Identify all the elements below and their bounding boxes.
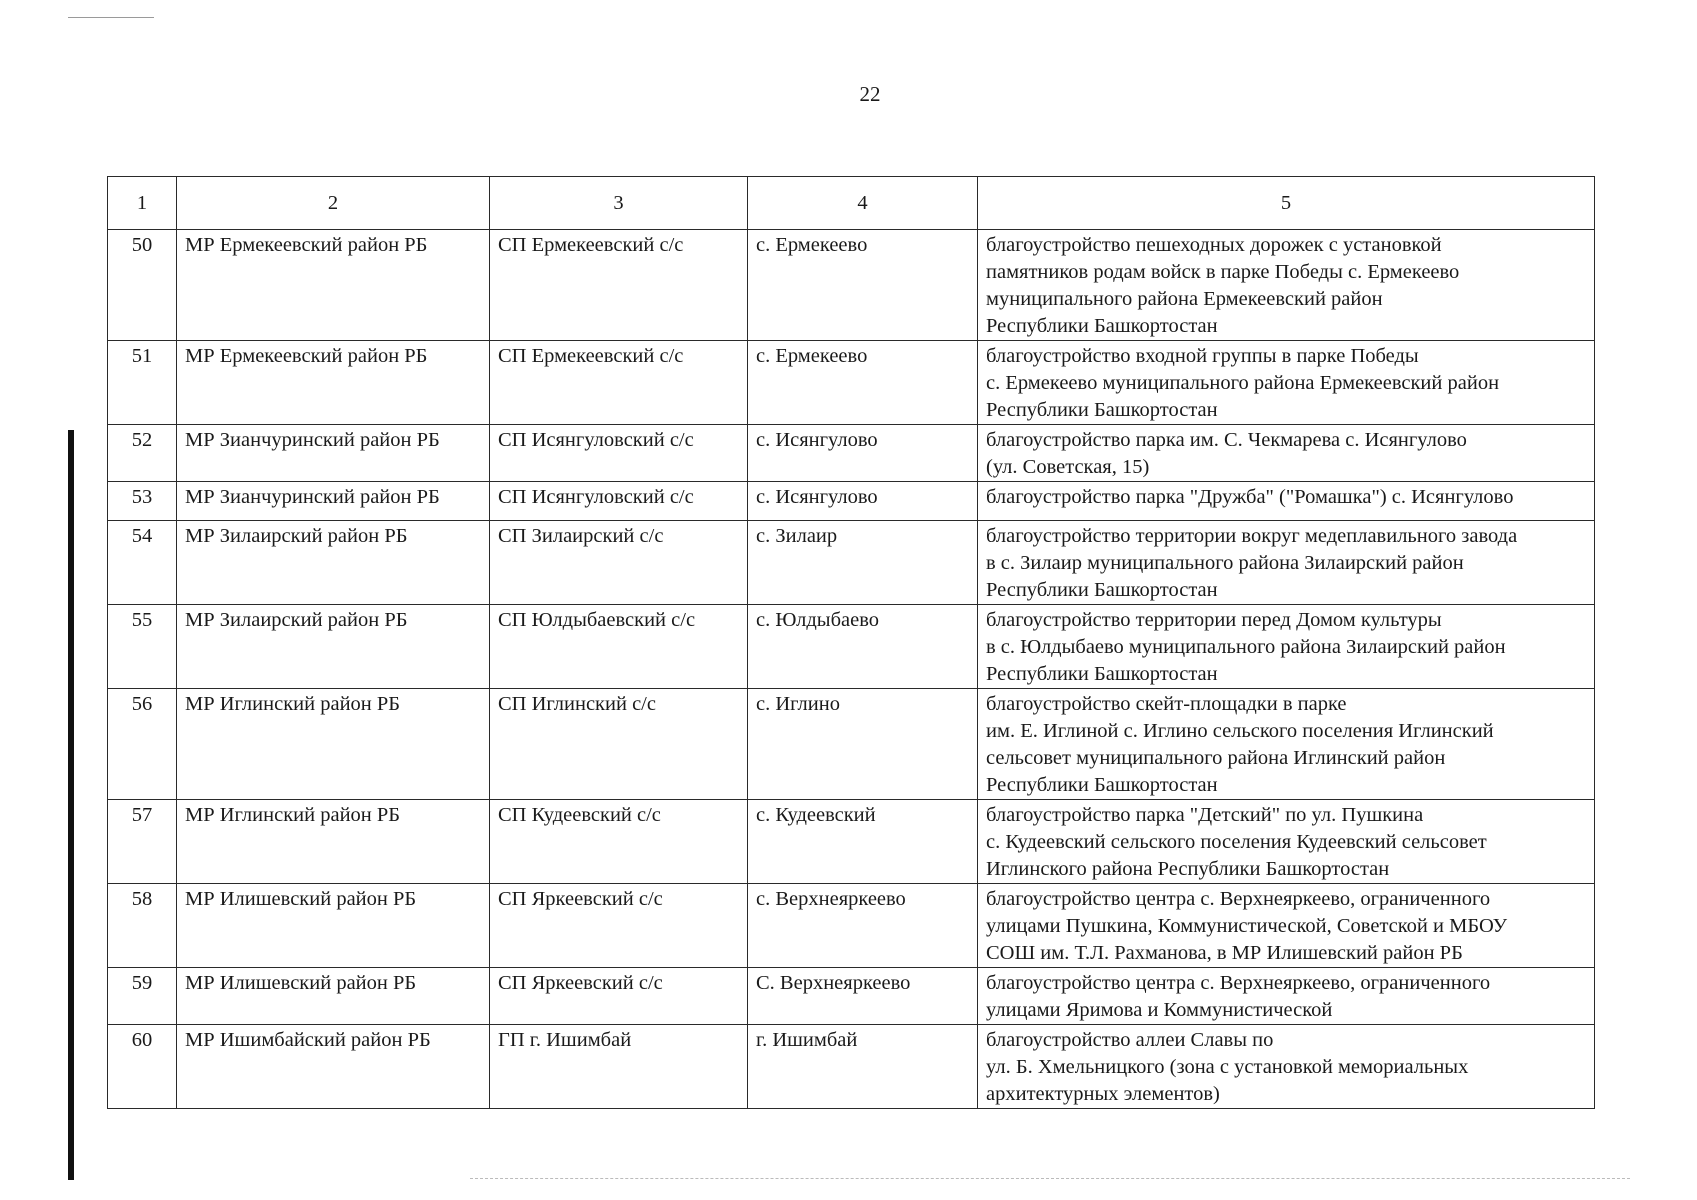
- cell-row-number: 60: [108, 1025, 177, 1109]
- cell-settlement: СП Кудеевский с/с: [490, 800, 748, 884]
- cell-locality: с. Зилаир: [748, 521, 978, 605]
- scan-mark-bottom: [470, 1178, 1630, 1179]
- cell-district: МР Иглинский район РБ: [177, 689, 490, 800]
- cell-description: благоустройство пешеходных дорожек с установкой памятников родам войск в парке Победы с. Ермекеево муниципального района Ермекеевский район Республики Башкортостан: [978, 230, 1595, 341]
- cell-row-number: 57: [108, 800, 177, 884]
- cell-locality: с. Исянгулово: [748, 425, 978, 482]
- cell-district: МР Илишевский район РБ: [177, 968, 490, 1025]
- cell-settlement: ГП г. Ишимбай: [490, 1025, 748, 1109]
- header-col-3: 3: [490, 177, 748, 230]
- cell-description: благоустройство входной группы в парке Победы с. Ермекеево муниципального района Ермекеевский район Республики Башкортостан: [978, 341, 1595, 425]
- cell-district: МР Илишевский район РБ: [177, 884, 490, 968]
- header-col-1: 1: [108, 177, 177, 230]
- cell-settlement: СП Ермекеевский с/с: [490, 341, 748, 425]
- cell-locality: с. Ермекеево: [748, 341, 978, 425]
- table-row: [108, 689, 1595, 800]
- cell-locality: С. Верхнеяркеево: [748, 968, 978, 1025]
- cell-row-number: 56: [108, 689, 177, 800]
- cell-row-number: 53: [108, 482, 177, 521]
- table-row: [108, 521, 1595, 605]
- header-col-4: 4: [748, 177, 978, 230]
- cell-row-number: 54: [108, 521, 177, 605]
- cell-district: МР Зилаирский район РБ: [177, 605, 490, 689]
- cell-locality: с. Кудеевский: [748, 800, 978, 884]
- header-col-5: 5: [978, 177, 1595, 230]
- cell-row-number: 58: [108, 884, 177, 968]
- header-col-2: 2: [177, 177, 490, 230]
- cell-settlement: СП Исянгуловский с/с: [490, 425, 748, 482]
- cell-row-number: 50: [108, 230, 177, 341]
- cell-description: благоустройство парка "Дружба" ("Ромашка") с. Исянгулово: [978, 482, 1595, 521]
- cell-settlement: СП Яркеевский с/с: [490, 968, 748, 1025]
- table-row: [108, 425, 1595, 482]
- cell-settlement: СП Юлдыбаевский с/с: [490, 605, 748, 689]
- cell-row-number: 52: [108, 425, 177, 482]
- header-row: [108, 177, 1595, 230]
- cell-settlement: СП Яркеевский с/с: [490, 884, 748, 968]
- table-row: [108, 230, 1595, 341]
- cell-description: благоустройство парка им. С. Чекмарева с. Исянгулово (ул. Советская, 15): [978, 425, 1595, 482]
- cell-row-number: 51: [108, 341, 177, 425]
- cell-description: благоустройство центра с. Верхнеяркеево, ограниченного улицами Пушкина, Коммунистической, Советской и МБОУ СОШ им. Т.Л. Рахманова, в МР Илишевский район РБ: [978, 884, 1595, 968]
- cell-settlement: СП Иглинский с/с: [490, 689, 748, 800]
- cell-description: благоустройство парка "Детский" по ул. Пушкина с. Кудеевский сельского поселения Кудеевский сельсовет Иглинского района Республики Башкортостан: [978, 800, 1595, 884]
- cell-locality: с. Ермекеево: [748, 230, 978, 341]
- table-row: [108, 800, 1595, 884]
- cell-district: МР Зианчуринский район РБ: [177, 482, 490, 521]
- cell-settlement: СП Исянгуловский с/с: [490, 482, 748, 521]
- cell-row-number: 59: [108, 968, 177, 1025]
- cell-district: МР Зианчуринский район РБ: [177, 425, 490, 482]
- table-row: [108, 482, 1595, 521]
- cell-district: МР Иглинский район РБ: [177, 800, 490, 884]
- cell-district: МР Зилаирский район РБ: [177, 521, 490, 605]
- improvement-projects-table: [107, 176, 1595, 1109]
- table-row: [108, 341, 1595, 425]
- cell-locality: г. Ишимбай: [748, 1025, 978, 1109]
- table-header: [108, 177, 1595, 230]
- table-row: [108, 884, 1595, 968]
- cell-locality: с. Верхнеяркеево: [748, 884, 978, 968]
- scan-binding-edge: [68, 430, 74, 1180]
- cell-district: МР Ермекеевский район РБ: [177, 230, 490, 341]
- table-body: [108, 230, 1595, 1109]
- page-number: 22: [859, 82, 881, 106]
- cell-row-number: 55: [108, 605, 177, 689]
- cell-settlement: СП Ермекеевский с/с: [490, 230, 748, 341]
- cell-locality: с. Иглино: [748, 689, 978, 800]
- cell-locality: с. Юлдыбаево: [748, 605, 978, 689]
- cell-locality: с. Исянгулово: [748, 482, 978, 521]
- cell-description: благоустройство скейт-площадки в парке им. Е. Иглиной с. Иглино сельского поселения Иглинский сельсовет муниципального района Иглинский район Республики Башкортостан: [978, 689, 1595, 800]
- cell-description: благоустройство аллеи Славы по ул. Б. Хмельницкого (зона с установкой мемориальных архитектурных элементов): [978, 1025, 1595, 1109]
- cell-description: благоустройство территории перед Домом культуры в с. Юлдыбаево муниципального района Зилаирский район Республики Башкортостан: [978, 605, 1595, 689]
- scan-mark-top: [68, 17, 154, 18]
- cell-settlement: СП Зилаирский с/с: [490, 521, 748, 605]
- cell-district: МР Ишимбайский район РБ: [177, 1025, 490, 1109]
- cell-description: благоустройство центра с. Верхнеяркеево, ограниченного улицами Яримова и Коммунистической: [978, 968, 1595, 1025]
- table-row: [108, 1025, 1595, 1109]
- cell-district: МР Ермекеевский район РБ: [177, 341, 490, 425]
- table-row: [108, 605, 1595, 689]
- cell-description: благоустройство территории вокруг медеплавильного завода в с. Зилаир муниципального района Зилаирский район Республики Башкортостан: [978, 521, 1595, 605]
- table-row: [108, 968, 1595, 1025]
